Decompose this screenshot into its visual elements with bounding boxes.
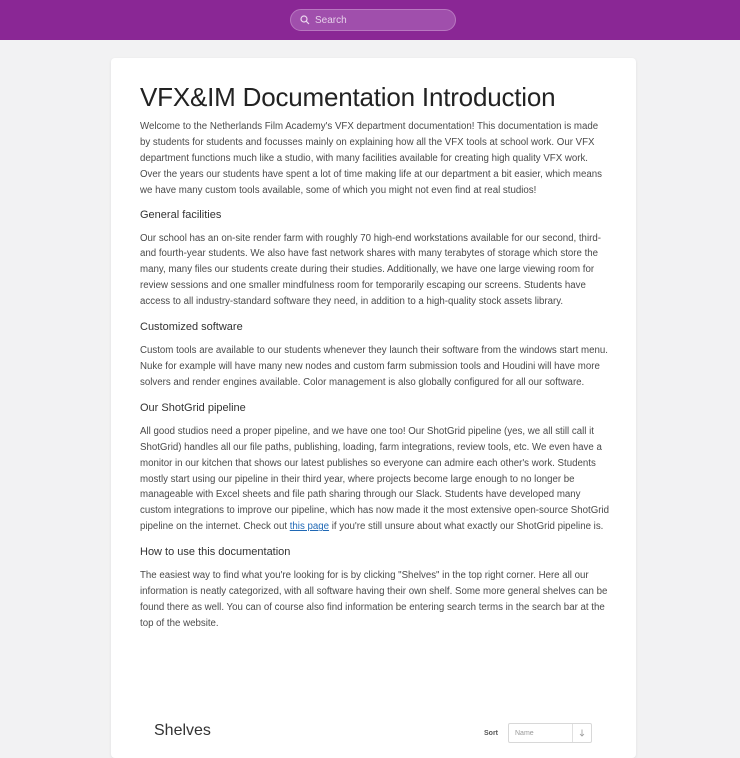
sort-direction-icon[interactable] <box>572 724 591 742</box>
section-heading-general-facilities: General facilities <box>140 208 222 221</box>
shotgrid-text-before-link: All good studios need a proper pipeline, and we have one too! Our ShotGrid pipeline (yes, we all still call it ShotGrid) handles all our file paths, publishing, loading, farm integrations, review tools, etc. We even have a monitor in our kitchen that shows our latest publishes so everyone can admire each other's work. Students mostly start using our pipeline in their third year, where projects become large enough to no longer be manageable with Excel sheets and file path sharing through our Slack. Students have developed many custom integrations to improve our pipeline, which has now made it the most extensive open-source ShotGrid pipeline on the internet. Check out <box>140 425 610 533</box>
this-page-link[interactable]: this page <box>289 521 330 533</box>
sort-select[interactable] <box>508 723 592 743</box>
intro-paragraph: Welcome to the Netherlands Film Academy's VFX department documentation! This documentation is made by students for students and focusses mainly on explaining how all the VFX tools at school work. Our VFX department functions much like a studio, with many facilities available for creating high quality VFX work. Over the years our students have spent a lot of time making life at our department a bit easier, which means we have many custom tools available, some of which you might not even find at real studios! <box>140 121 603 196</box>
page-body <box>140 58 610 632</box>
sort-selected-value: Name <box>515 729 534 737</box>
sort-label: Sort <box>484 730 498 737</box>
search-input[interactable] <box>315 15 445 26</box>
section-heading-how-to-use: How to use this documentation <box>140 546 291 559</box>
section-body-general-facilities: Our school has an on-site render farm with roughly 70 high-end workstations available for our second, third- and fourth-year students. We also have fast network shares with many terabytes of storage which store the many, many files our students create during their studies. Additionally, we have one large viewing room for review sessions and one smaller mindfulness room for temporarily escaping our screens. Students have access to all industry-standard software they need, in addition to a high-quality stock assets library. <box>140 232 601 308</box>
search-box[interactable] <box>290 9 456 31</box>
shotgrid-text-after-link: if you're still unsure about what exactly our ShotGrid pipeline is. <box>329 521 604 533</box>
shelves-title: Shelves <box>154 722 211 739</box>
search-icon <box>297 12 313 28</box>
page-content-card <box>111 58 636 758</box>
section-heading-customized-software: Customized software <box>140 321 243 334</box>
section-body-customized-software: Custom tools are available to our students whenever they launch their software from the windows start menu. Nuke for example will have many new nodes and custom farm submission tools and Houdini will have more solvers and render engines available. Color management is also globally configured for all our software. <box>140 345 608 388</box>
page-title: VFX&IM Documentation Introduction <box>140 82 556 112</box>
section-body-how-to-use: The easiest way to find what you're looking for is by clicking "Shelves" in the top right corner. Here all our information is neatly categorized, with all software having their own shelf. Some more general shelves can be found there as well. You can of course also find information be entering search terms in the search bar at the top of the website. <box>140 570 608 629</box>
section-heading-shotgrid-pipeline: Our ShotGrid pipeline <box>140 401 246 414</box>
section-body-shotgrid-pipeline <box>140 424 610 535</box>
top-header-bar <box>0 0 740 40</box>
shelves-header-row <box>154 720 594 750</box>
